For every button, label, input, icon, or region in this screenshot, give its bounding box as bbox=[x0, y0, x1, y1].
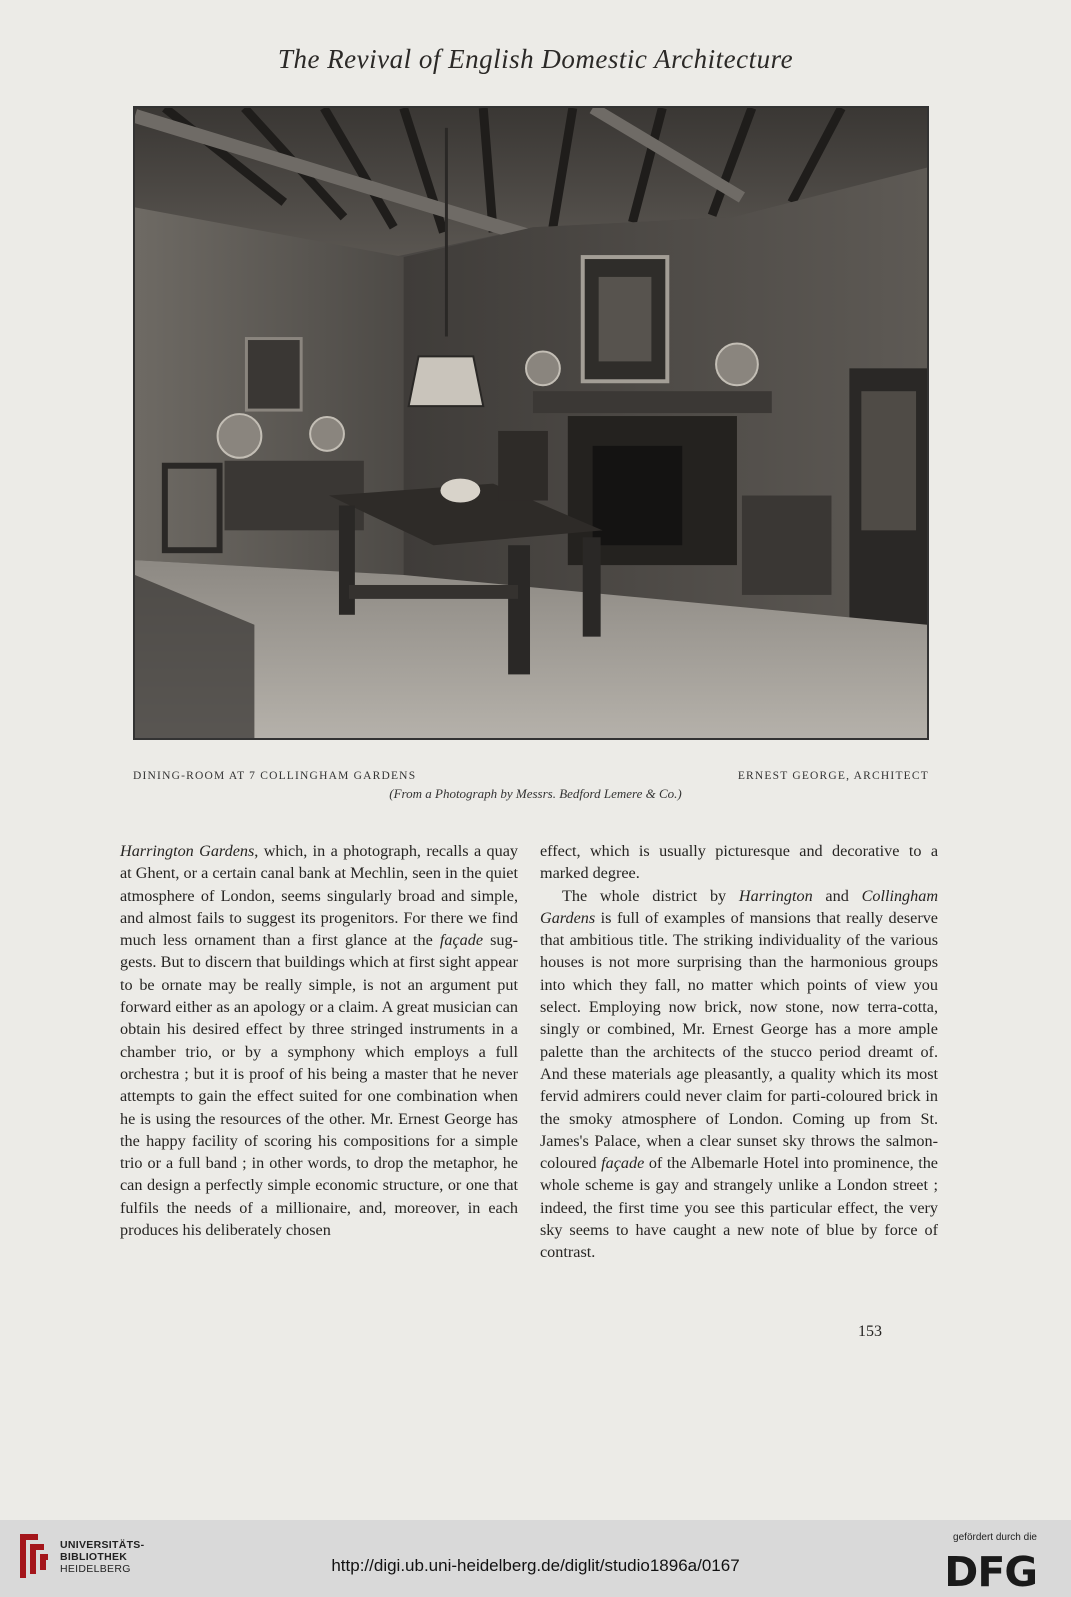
funder-note: gefördert durch die bbox=[953, 1532, 1037, 1543]
text-column-right bbox=[540, 840, 938, 1264]
paragraph: effect, which is usually picturesque and decorative to a marked degree. bbox=[540, 842, 938, 883]
text-column-left bbox=[120, 840, 518, 1241]
source-url-link[interactable]: http://digi.ub.uni-heidelberg.de/diglit/studio1896a/0167 bbox=[331, 1556, 740, 1575]
digitization-footer bbox=[0, 1520, 1071, 1597]
paragraph: The whole district by Harrington and Collingham Gardens is full of examples of mansions that really deserve that ambitious title. The striking individuality of the various houses is not more surprising than the harmonious groups into which they fall, no matter which points of view you select. Employing now brick, now stone, now terra-cotta, singly or combined, Mr. Ernest George has a more ample palette than the architects of the stucco period dreamt of. And these materials age pleasantly, a quality which its most fervid admirers could never claim for parti-coloured brick in the smoky atmosphere of London. Coming up from St. James's Palace, when a clear sunset sky throws the salmon-coloured façade of the Albemarle Hotel into prominence, the whole scheme is gay and strangely unlike a London street ; indeed, the first time you see this particular effect, the very sky seems to have caught a new note of blue by force of contrast. bbox=[540, 886, 939, 1262]
dfg-logo: DFG bbox=[944, 1548, 1037, 1596]
page-number: 153 bbox=[858, 1323, 882, 1340]
photo-illustration bbox=[135, 108, 927, 738]
caption-title: DINING-ROOM AT 7 COLLINGHAM GARDENS bbox=[133, 770, 417, 782]
caption-architect: ERNEST GEORGE, ARCHITECT bbox=[737, 770, 929, 782]
dining-room-photograph bbox=[133, 106, 929, 740]
paragraph: Harrington Gardens, which, in a photograph, recalls a quay at Ghent, or a certain canal bank at Mechlin, seen in the quiet atmosphere of London, seems singularly broad and simple, and almost fails to suggest its progenitors. For there we find much less ornament than a first glance at the façade suggests. But to discern that buildings which at first sight appear to be ornate may be really simple, is not an argument put forward either as an apology or a claim. A great musician can obtain his desired effect by three stringed instruments in a chamber trio, or by a symphony which employs a full orchestra ; but it is proof of his being a master that he never attempts to gain the effect suited for one combination when he is using the resources of the other. Mr. Ernest George has the happy facility of scoring his compositions for a simple trio or a full band ; in other words, to drop the metaphor, he can design a perfectly simple economic structure, or one that fulfils the needs of a millionaire, and, moreover, in each produces his deliberately chosen bbox=[120, 842, 518, 1240]
photo-credit: (From a Photograph by Messrs. Bedford Lemere & Co.) bbox=[389, 786, 682, 801]
library-name: UNIVERSITÄTS- BIBLIOTHEK HEIDELBERG bbox=[60, 1539, 145, 1575]
running-head: The Revival of English Domestic Architecture bbox=[277, 44, 794, 74]
